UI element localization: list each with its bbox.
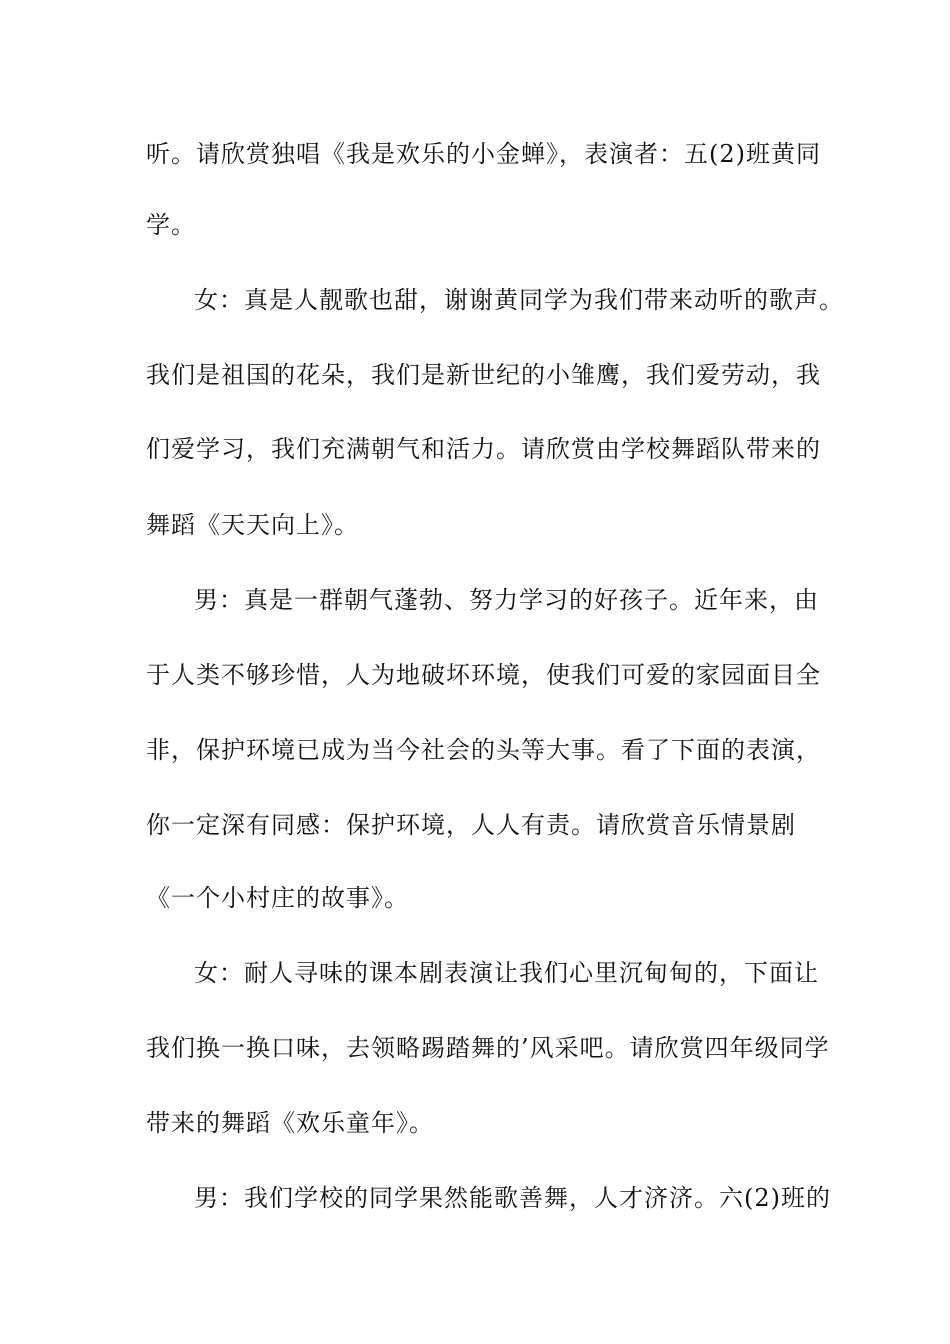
text-line: 《一个小村庄的故事》。 [146, 884, 409, 912]
text-line: 舞蹈《天天向上》。 [146, 511, 359, 539]
paragraph-start-line: 男：真是一群朝气蓬勃、努力学习的好孩子。近年来，由 [194, 586, 819, 614]
text-line: 听。请欣赏独唱《我是欢乐的小金蝉》，表演者：五(2)班黄同 [146, 140, 821, 168]
text-line: 学。 [146, 211, 196, 239]
text-line: 我们换一换口味，去领略踢踏舞的’风采吧。请欣赏四年级同学 [146, 1034, 830, 1062]
text-line: 我们是祖国的花朵，我们是新世纪的小雏鹰，我们爱劳动，我 [146, 361, 821, 389]
text-line: 非，保护环境已成为当今社会的头等大事。看了下面的表演， [146, 736, 821, 764]
paragraph-start-line: 男：我们学校的同学果然能歌善舞，人才济济。六(2)班的 [194, 1184, 831, 1212]
text-line: 你一定深有同感：保护环境，人人有责。请欣赏音乐情景剧 [146, 811, 796, 839]
text-line: 带来的舞蹈《欢乐童年》。 [146, 1109, 434, 1137]
text-line: 于人类不够珍惜，人为地破坏环境，使我们可爱的家园面目全 [146, 661, 821, 689]
paragraph-start-line: 女：耐人寻味的课本剧表演让我们心里沉甸甸的，下面让 [194, 959, 819, 987]
text-line: 们爱学习，我们充满朝气和活力。请欣赏由学校舞蹈队带来的 [146, 435, 821, 463]
paragraph-start-line: 女：真是人靓歌也甜，谢谢黄同学为我们带来动听的歌声。 [194, 286, 844, 314]
